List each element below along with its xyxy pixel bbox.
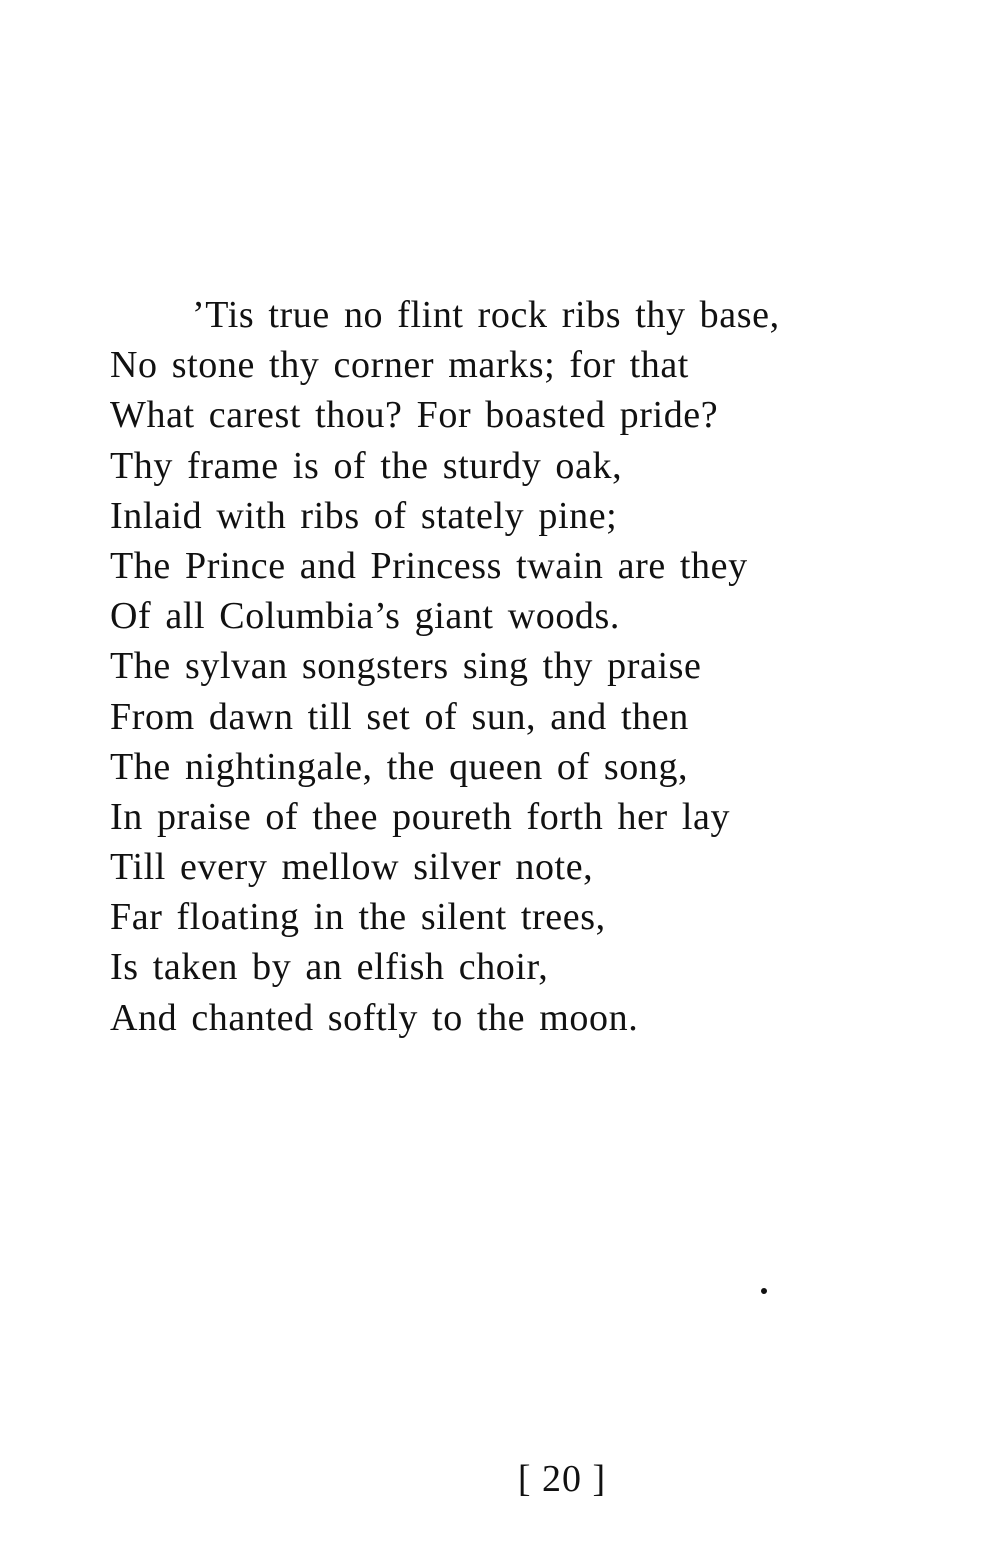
print-speck bbox=[761, 1288, 767, 1294]
poem-line: And chanted softly to the moon. bbox=[110, 996, 639, 1039]
poem-line: ’Tis true no flint rock ribs thy base, bbox=[192, 294, 780, 336]
poem-line: The sylvan songsters sing thy praise bbox=[110, 645, 702, 688]
poem-line: Of all Columbia’s giant woods. bbox=[110, 595, 621, 638]
poem-line: From dawn till set of sun, and then bbox=[110, 695, 689, 738]
poem-line: Inlaid with ribs of stately pine; bbox=[110, 494, 618, 537]
poem-line: Thy frame is of the sturdy oak, bbox=[110, 444, 623, 487]
page-number: [ 20 ] bbox=[517, 1458, 607, 1500]
poem-line: What carest thou? For boasted pride? bbox=[110, 394, 719, 437]
poem-line: Till every mellow silver note, bbox=[110, 846, 594, 889]
poem-line: Far floating in the silent trees, bbox=[110, 896, 606, 939]
poem-line: The Prince and Princess twain are they bbox=[110, 544, 748, 587]
poem-line: Is taken by an elfish choir, bbox=[110, 946, 549, 989]
poem-line: The nightingale, the queen of song, bbox=[110, 745, 689, 788]
poem-line: No stone thy corner marks; for that bbox=[110, 344, 689, 387]
poem-stanza bbox=[110, 290, 930, 1043]
poem-line: In praise of thee poureth forth her lay bbox=[110, 795, 731, 838]
